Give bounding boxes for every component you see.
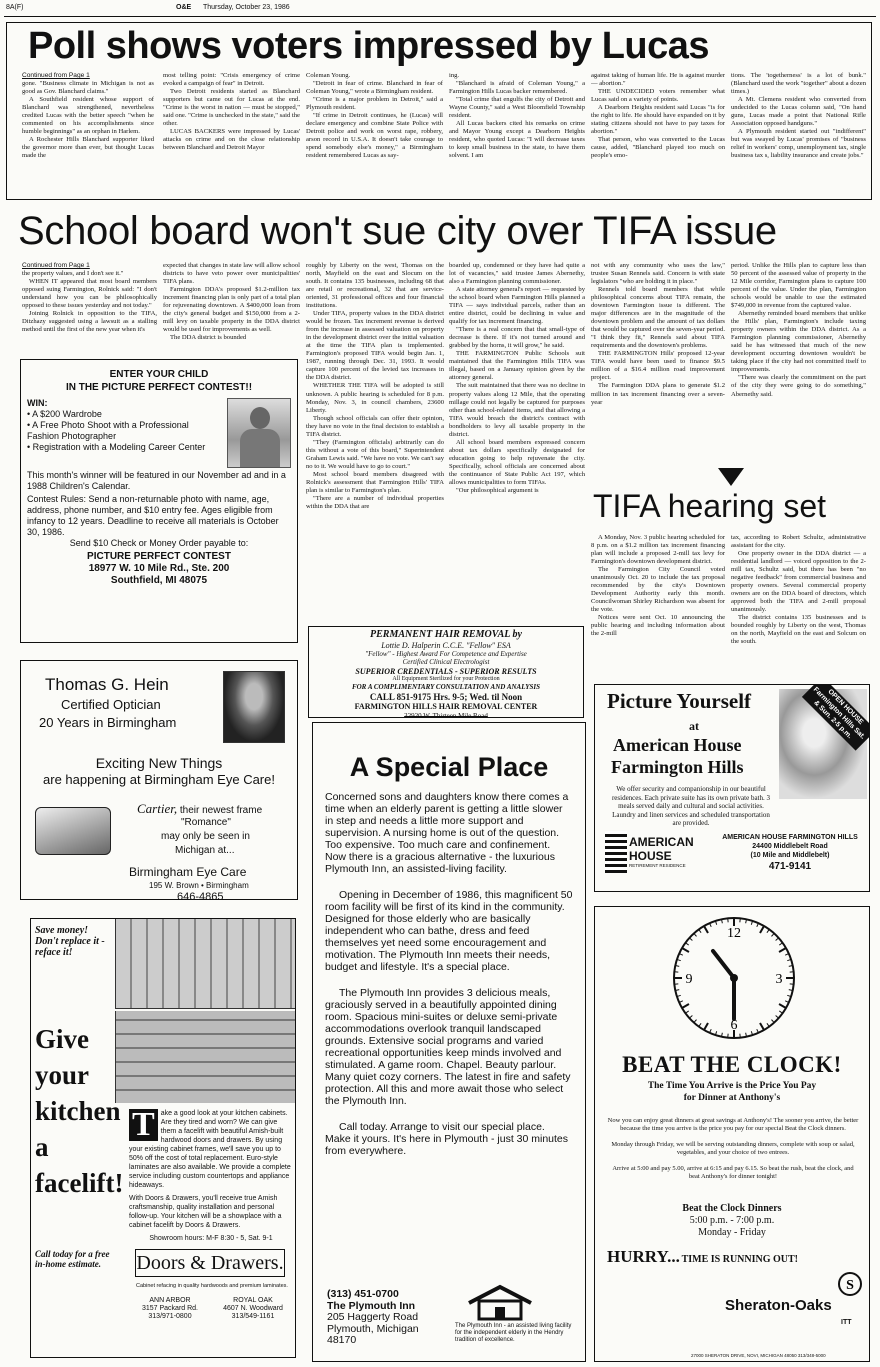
story2-headline: School board won't sue city over TIFA issue <box>18 209 777 253</box>
clock-tick <box>779 948 786 952</box>
page-number: 8A(F) <box>6 4 24 11</box>
kitchen-photo-2 <box>115 1011 295 1103</box>
cartier-logo: Cartier, <box>137 800 178 816</box>
clock-tick <box>760 1023 764 1030</box>
plymouth-inn-ad: A Special Place Concerned sons and daughters know there comes a time when an elderly parent is getting a little slower in step and needs a little more support and supervision. A nursing home is out of the question. Too expensive. Too much care and confinement. Now there is a gracious alternative - the luxurious Plymouth Inn, an assisted-living facility. Opening in December of 1986, this magnificent 50 room facility will be first of its kind in the community. Designed for those elderly who are basically independent who can bathe, dress and feed themselves yet need some encouragement and motivation. The Plymouth Inn meets their needs, budget and lifestyle. It's a special place. The Plymouth Inn provides 3 delicious meals, graciously served in a beautifully appointed dining room. Spacious mini-suites or deluxe semi-private accommodations overlook tranquil landscaped grounds. Extensive social programs and varied recreational opportunities keep minds involved and stimulated. A game room. Chapel. Beauty parlour. Many quiet cozy corners. The latest in fire and safety protection. All this and more await those who select the Plymouth Inn. Call today. Arrange to visit our special place. Make it yours. It's here in Plymouth - just 30 minutes from everywhere. (313) 451-0700 The Plymouth Inn 205 Haggerty Road Plymouth, Michigan 48170 The Plymouth Inn - an assisted living facility for the independent elderly in the Hendry tradition of excellence. <box>312 722 586 1362</box>
clock-tick <box>689 938 692 941</box>
clock-tick <box>767 1023 769 1026</box>
clock-tick <box>771 1020 774 1023</box>
plymouth-inn-logo <box>465 1283 535 1321</box>
clock-tick <box>776 938 779 941</box>
clock-tick <box>682 1004 689 1008</box>
child-photo <box>227 398 291 468</box>
hair-removal-ad: PERMANENT HAIR REMOVAL by Lottie D. Halperin C.C.E. "Fellow" ESA "Fellow" - Highest Award For Competence and Expertise Certified Clinical Electrologist SUPERIOR CREDENTIALS - SUPERIOR RESULTS All Equipment Sterilized for your Protection FOR A COMPLIMENTARY CONSULTATION AND ANALYSIS CALL 851-9175 Hrs. 9-5; Wed. til Noon FARMINGTON HILLS HAIR REMOVAL CENTER 32920 W. Thirteen Mile Road <box>308 626 584 718</box>
clock-tick <box>779 1011 782 1013</box>
clock-tick <box>682 948 689 952</box>
contest-prize: • A $200 Wardrobe <box>27 408 102 419</box>
doors-drawers-logo: Doors & Drawers. <box>135 1249 285 1277</box>
kitchen-photo <box>115 919 295 1009</box>
picture-yourself-headline: Picture Yourself <box>607 689 752 713</box>
story2-col-3: roughly by Liberty on the west, Thomas on the north, Mayfield on the east and Slocum on the south. It contains 135 businesses, including 68 that are retail or recreational, 32 that are service-oriented, 31 professional offices and four financial institutions. Under TIFA, property values in the DDA district would be frozen. Tax increment revenue is derived from the increase in assessed valuation on property in the development district over the initial valuation at the time the TIFA plan is implemented. Farmington's proposed TIFA would begin Jan. 1, 1987, running through Dec. 31, 1993. It would capture 100 percent of the levied tax increases in the DDA district. WHETHER THE TIFA will be adopted is still unknown. A public hearing is scheduled for 8 p.m. Monday, Nov. 3, in council chambers, 23600 Liberty. Though school officials can offer their opinion, they have no vote in the final decision to establish a TIFA district. "They (Farmington officials) arbitrarily can do this without a vote of this board," Superintendent Graham Lewis said. "We have no vote. We can't say no to it. We would have to go to court." Most school board members disagreed with Rolnick's assessment that Farmington Hills' TIFA plan is similar to Farmington's plan. "There are a number of individual properties within the DDA that are <box>306 262 444 510</box>
drop-cap: T <box>129 1109 158 1141</box>
beat-clock-headline: BEAT THE CLOCK! <box>622 1052 842 1077</box>
story1-col-6: tions. The 'togetherness' is a lot of bunk." (Blanchard used the work "together" about a dozen times.) A Mt. Clemens resident who converted from undecided to the Lucas column said, "On hand guns, Lucas made a point that National Rifle Association opposed handguns." A Plymouth resident started out "indifferent" but was swayed by Lucas' promises of "business relief in workers' comp, unemployment tax, single business tax s, liability insurance and create jobs." <box>731 72 866 160</box>
contest-prize: • A Free Photo Shoot with a Professional Fashion Photographer <box>27 419 189 441</box>
story2-continued: Continued from Page 1 <box>22 262 90 269</box>
story1-col-3: Coleman Young. "Detroit in fear of crime. Blanchard in fear of Coleman Young," wrote a Birmingham resident. "Crime is a major problem in Detroit," said a Plymouth resident. "If crime in Detroit continues, he (Lucas) will declare emergency and combine State Police with Detroit police and work on worst rape, robbery, arson record in U.S.A. It doesn't take courage to spend somebody else's money," a Birmingham resident remembered Lucas as say- <box>306 72 443 160</box>
clock-tick <box>694 933 697 936</box>
clock-tick <box>776 1015 779 1018</box>
story2-col-1: Continued from Page 1 the property values, and I don't see it." WHEN IT appeared that most board members opposed suing Farmington, Rolnick said: "I don't understand how you can be philosophically opposed to these issues yesterday and not today." Joining Rolnick in opposition to the TIFA, Ditzhazy suggested using a lawsuit as a stalling method until the first of the new year when it's <box>22 262 157 334</box>
open-house-ribbon: OPEN HOUSE Farmington Hills Sat. & Sun. 2-5 p.m. <box>802 684 870 751</box>
eyewear-case-photo <box>35 807 111 855</box>
tifa-col-2: tax, according to Robert Schultz, administrative assistant for the city. One property owner in the DDA district — a residential landlord — voiced opposition to the 2-mill tax, Schultz said, but there has been "no negative feedback" from commercial business and property owners. Several commercial property owners are on the DDA board of directors, which approved both the TIFA and 2-mill proposal unanimously. The district contains 135 businesses and is bounded roughly by Liberty on the west, Thomas on the north, Mayfield on the east and Solcum on the south. <box>731 534 866 646</box>
clock-num-12: 12 <box>727 926 741 941</box>
svg-text:S: S <box>846 1278 854 1293</box>
clock-tick <box>685 943 688 945</box>
story2-col-6: period. Unlike the Hills plan to capture less than 50 percent of the assessed value of property in the 12 Mile corridor, Farmington plans to capture 100 percent of the value. Under the plan, Farmington schools would be unable to use the estimated $749,000 in revenue from the captured value. Abernethy reminded board members that unlike the Hills' plan, Farmington's include taxing property owners within the DDA district. As a Farmington planning commissioner, Abernethy said he has witnessed that much of the new development occurring downtown wouldn't be taking place if the city had not committed itself to improvements. "There was clearly the commitment on the part of the city they were going to do something," Abernethy said. <box>731 262 866 398</box>
contest-title: ENTER YOUR CHILD <box>109 369 209 380</box>
story1-col-4: ing. "Blanchard is afraid of Coleman Young," a Farmington Hills Lucas backer remembered. "Total crime that engulfs the city of Detroit and Wayne County," said a West Bloomfield Township resident. All Lucas backers cited his remarks on crime and Mayor Young except a Dearborn Heights resident, who quoted Lucas: "I will decrease taxes to keep small business in the state, to have them solvent. I am <box>449 72 585 160</box>
story2-col-2: expected that changes in state law will allow school districts to have veto power over municipalities' TIFA plans. Farmington DDA's proposed $1.2-million tax increment financing plan is only part of a total plan for rejuvenating downtown. A $400,000 loan from the city's general budget and $150,000 from a 2-mill levy on taxable property in the DDA district would be used for improvements as well. The DDA district is bounded <box>163 262 300 342</box>
contest-ad: ENTER YOUR CHILD IN THE PICTURE PERFECT CONTEST!! WIN: • A $200 Wardrobe • A Free Photo Shoot with a Professional Fashion Photographer • Registration with a Modeling Career Center This month's winner will be featured in our November ad and in a 1988 Children's Calendar. Contest Rules: Send a non-returnable photo with name, age, address, phone number, and $10 entry fee. Ages eligible from infancy to 12 years. Deadline to receive all materials is October 30, 1986. Send $10 Check or Money Order payable to: PICTURE PERFECT CONTEST 18977 W. 10 Mile Rd., Ste. 200 Southfield, MI 48075 <box>20 359 298 643</box>
optician-photo <box>223 671 285 743</box>
clock-tick <box>767 929 769 932</box>
clock-tick <box>689 1015 692 1018</box>
american-house-ad: Picture Yourself at American House Farmington Hills OPEN HOUSE Farmington Hills Sat. & Sun. 2-5 p.m. We offer security and companionship in our beautiful residences. Each private suite has its own private bath. 3 meals served daily and cultural and social activities. Laundry and linen services and scheduled transportation are provided. AMERICAN HOUSE RETIREMENT RESIDENCE AMERICAN HOUSE FARMINGTON HILLS 24400 Middlebelt Road (10 Mile and Middlebelt) 471-9141 <box>594 684 870 892</box>
clock-icon <box>671 915 797 1041</box>
clock-tick <box>685 1011 688 1013</box>
story1-col-5: against taking of human life. He is against murder — abortion." THE UNDECIDED voters remember what Lucas said on a variety of points. A Dearborn Heights resident said Lucas "is for the right to life. He should have expanded on it by stating citizens should not have to pay taxes for abortion." That person, who was converted to the Lucas cause, added, "Blanchard played too much on people's emo- <box>591 72 725 160</box>
tifa-headline: TIFA hearing set <box>593 488 827 524</box>
clock-tick <box>760 926 764 933</box>
contest-prize: • Registration with a Modeling Career Center <box>27 441 206 452</box>
tifa-col-1: A Monday, Nov. 3 public hearing scheduled for 8 p.m. on a $1.2 million tax increment financing plan will include a proposed 2-mill tax levy for Farmington's downtown development district. The Farmington City Council voted unanimously Oct. 20 to include the tax proposal recommended by the city's Downtown Development Authority early this month. Councilwoman Shirley Richardson was absent for the vote. Notices were sent Oct. 10 announcing the public hearing and including information about the 2-mill <box>591 534 725 638</box>
story2-col-4: boarded up, condemned or they have had quite a lot of vacancies," said trustee James Abernethy, also a Farmington planning commissioner. A state attorney general's report — requested by the school board when Farmington Hills planned a TIFA — says individual parcels, rather than an entire district, could be declining in value and qualify for tax increment financing. "There is a real concern that that small-type of decrease is there. If it's not turned around and grabbed by the horns, it will grow," he said. THE FARMINGTON Public Schools suit maintained that the Farmington Hills TIFA was illegal, based on a January opinion given by the attorney general. The suit maintained that there was no decline in property values along 12 Mile, that the operating millage could not legally be captured for purposes other than school-related items, and that allowing a TIFA would breach the district's contract with bondholders to levy all taxable property in the district. All school board members expressed concern about tax dollars specifically designated for education going to help rejuvenate the city. Specifically, school officials are concerned about the continuance of State Public Act 197, which allows municipalities to form TIFAs. "Our philosophical argument is <box>449 262 585 494</box>
story2-col-5: not with any community who uses the law," trustee Susan Rennels said. Concern is with state legislators "who are holding it in place." Rennels told board members that while philosophical concerns about TIFA remain, the downtown Farmington issue is different. The major differences are in the magnitude of the downtown problem and the amount of tax dollars that would be captured over the seven-year period. "I think they fit," Rennels said about TIFA requirements and the downtown's problems. THE FARMINGTON Hills' proposed 12-year TIFA would have been used to finance $9.5 million of a $16.4 million road improvement project. The Farmington DDA plans to generate $1.2 million in tax increment financing over a seven-year <box>591 262 725 406</box>
clock-num-9: 9 <box>685 972 693 987</box>
eye-care-ad: Thomas G. Hein Certified Optician 20 Years in Birmingham Exciting New Things are happening at Birmingham Eye Care! Cartier, their newest frame "Romance" may only be seen in Michigan at... Birmingham Eye Care 195 W. Brown • Birmingham 646-4865 <box>20 660 298 900</box>
story1-headline: Poll shows voters impressed by Lucas <box>28 25 710 67</box>
sheraton-s-icon <box>837 1271 863 1297</box>
special-headline: A Special Place <box>349 752 549 782</box>
doors-drawers-ad: Save money! Don't replace it - reface it! Give your kitchen a facelift! T ake a good look at your kitchen cabinets. Are they tired and worn? We can give them a facelift with beautiful Amish-built hardwood doors and drawers. By using your existing cabinet frames, we'll save you up to 50% off the cost of total replacement. Euro-style laminates are also available. We provide a complete service including custom countertops and appliance hideaways. With Doors & Drawers, you'll receive true Amish craftsmanship, quality installation and personal follow-up. Your kitchen will be a showplace with a cabinet facelift by Doors & Drawers. Showroom hours: M-F 8:30 - 5, Sat. 9-1 Call today for a free in-home estimate. Doors & Drawers. Cabinet refacing in quality hardwoods and premium laminates. ANN ARBOR 3157 Packard Rd. 313/971-0800 ROYAL OAK 4607 N. Woodward 313/549-1161 <box>30 918 296 1358</box>
optician-name: Thomas G. Hein <box>45 675 169 694</box>
masthead <box>6 4 874 16</box>
paper-name: O&E <box>176 4 192 11</box>
clock-num-3: 3 <box>775 972 783 987</box>
clock-tick <box>704 926 708 933</box>
anthonys-ad: 12 3 6 9 BEAT THE CLOCK! The Time You Arrive is the Price You Pay for Dinner at Anthony's Now you can enjoy great dinners at great savings at Anthony's! The sooner you arrive, the better because the time you arrive is the price you pay for our special Beat the Clock dinners. Monday through Friday, we will be serving outstanding dinners, complete with soup or salad, vegetables, and your choice of two entrees. Arrive at 5:00 and pay 5.00, arrive at 6:15 and pay 6.15. So beat the rush, beat the clock, and beat Anthony's for dinner tonight! Beat the Clock Dinners 5:00 p.m. - 7:00 p.m. Monday - Friday HURRY... TIME IS RUNNING OUT! S Sheraton-Oaks ITT 27000 SHERATON DRIVE, NOVI, MICHIGAN 48050 313/348-5000 <box>594 906 870 1362</box>
clock-tick <box>699 1023 701 1026</box>
story1-continued: Continued from Page 1 <box>22 72 90 79</box>
clock-tick <box>699 929 701 932</box>
american-house-logo: AMERICAN HOUSE RETIREMENT RESIDENCE <box>605 831 685 873</box>
story1-col-2: most telling point: "Crisis emergency of crime evoked a campaign of fear" in Detroit. Two Detroit residents started as Blanchard supporters but came out for Lucas at the end. "Crime is the worst in nation — must be stopped," said one. "Crime is unchecked in the state," said the other. LUCAS BACKERS were impressed by Lucas' attacks on crime and on the close relationship between Blanchard and Detroit Mayor <box>163 72 300 152</box>
clock-tick <box>779 1004 786 1008</box>
clock-tick <box>779 943 782 945</box>
clock-tick <box>771 933 774 936</box>
down-arrow-icon <box>718 468 744 486</box>
story1-col-1: Continued from Page 1 gone. "Business climate in Michigan is not as good as Gov. Blanchard claims." A Southfield resident whose support of Blanchard was strengthened, nevertheless credited Lucas with the better speech "when he commented on his accomplishments since humble beginnings" as an orphan in Harlem. A Rochester Hills Blanchard supporter liked the governor more than ever, but thought Lucas made the <box>22 72 154 160</box>
clock-hour-hand <box>713 951 734 978</box>
sheraton-oaks-logo: Sheraton-Oaks <box>725 1297 832 1314</box>
clock-tick <box>704 1023 708 1030</box>
masthead-rule <box>4 16 876 17</box>
plymouth-phone: (313) 451-0700 <box>327 1288 399 1300</box>
clock-tick <box>694 1020 697 1023</box>
clock-num-6: 6 <box>730 1018 738 1033</box>
issue-date: Thursday, October 23, 1986 <box>203 4 290 11</box>
